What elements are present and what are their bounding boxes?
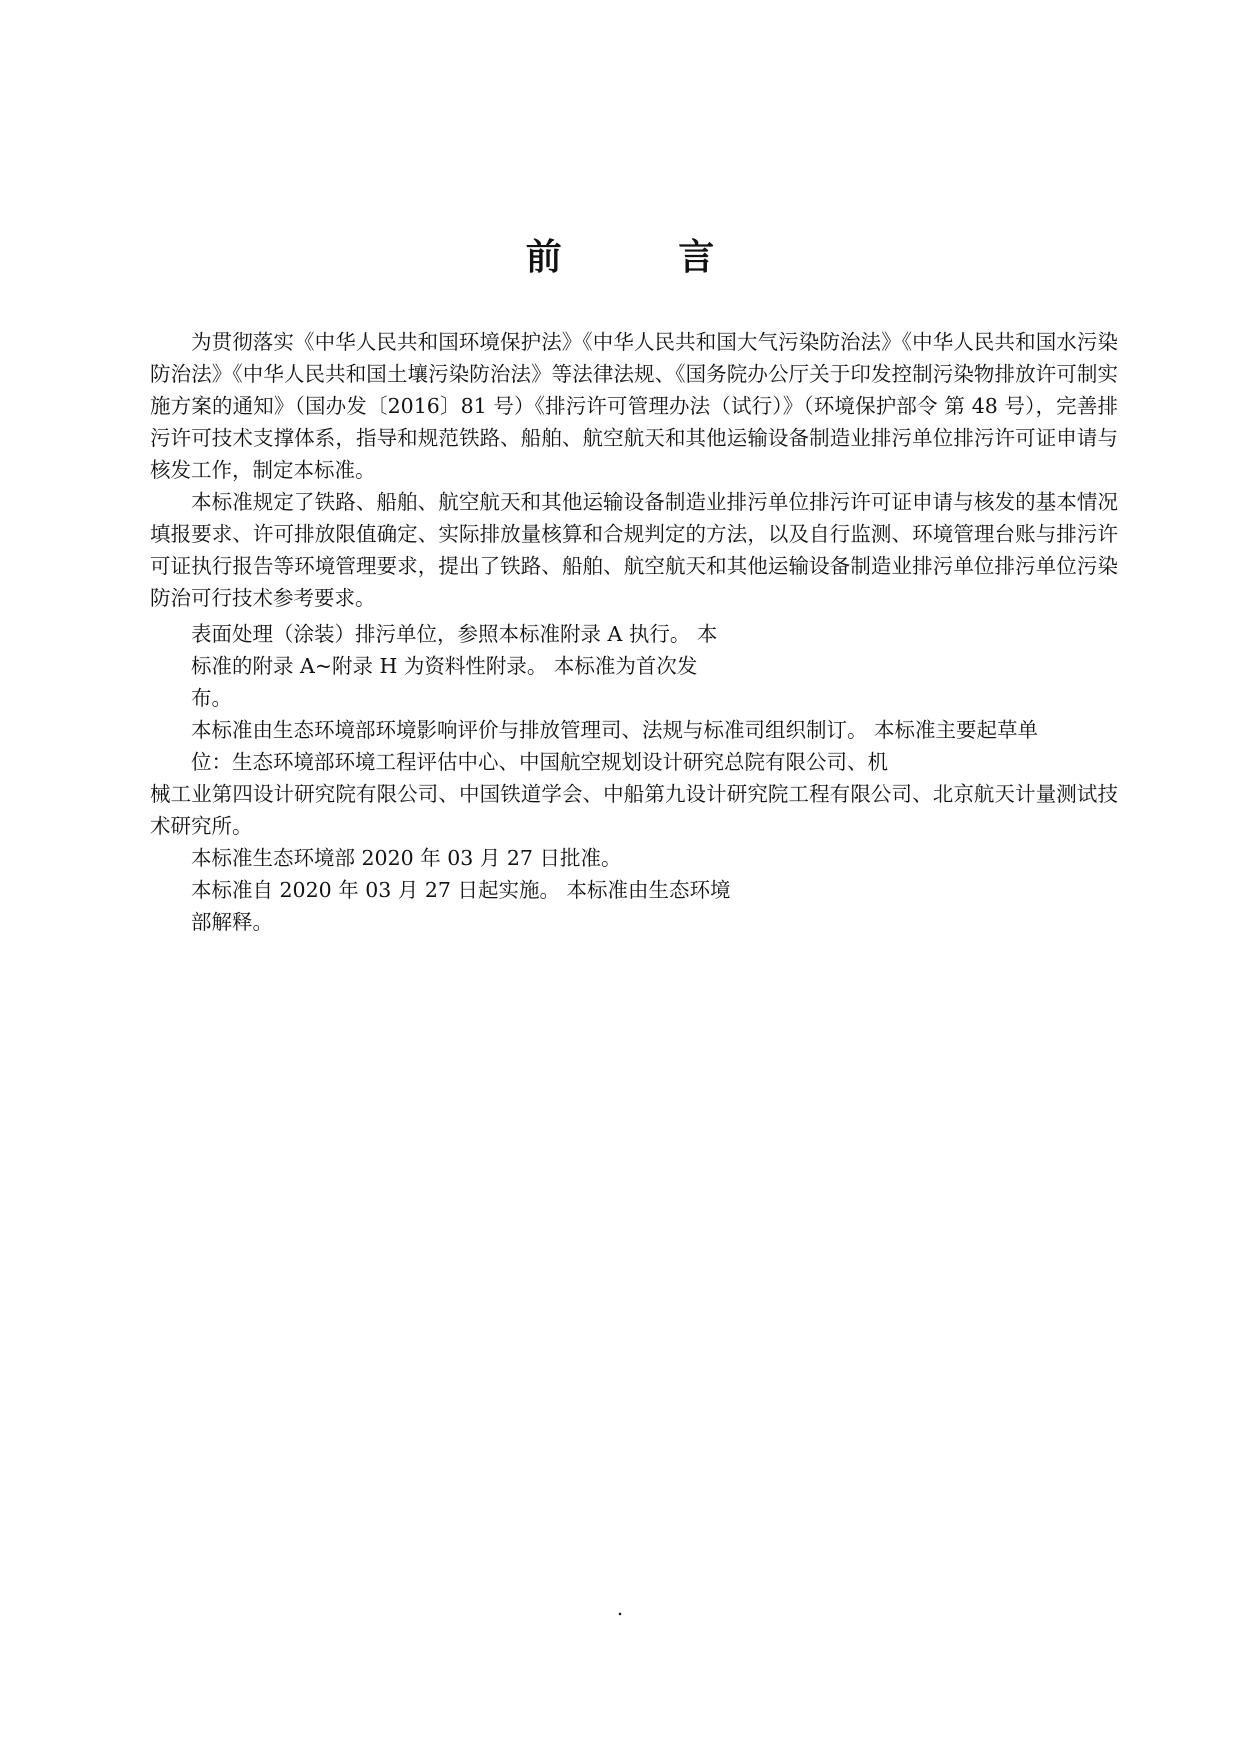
paragraph-drafting-line-3: 械工业第四设计研究院有限公司、中国铁道学会、中船第九设计研究院工程有限公司、北京航天计量测试技术研究所。 xyxy=(150,782,1118,838)
paragraph-drafting-line-2: 位：生态环境部环境工程评估中心、中国航空规划设计研究总院有限公司、机 xyxy=(191,750,888,774)
paragraph-effective-line-2: 部解释。 xyxy=(191,910,273,934)
document-body xyxy=(150,326,1118,938)
paragraph-appendix-line-2: 标准的附录 A~附录 H 为资料性附录。 本标准为首次发 xyxy=(191,654,698,678)
paragraph-approval: 本标准生态环境部 2020 年 03 月 27 日批准。 xyxy=(191,846,622,870)
paragraph-scope: 本标准规定了铁路、船舶、航空航天和其他运输设备制造业排污单位排污许可证申请与核发的基本情况填报要求、许可排放限值确定、实际排放量核算和合规判定的方法，以及自行监测、环境管理台账与排污许可证执行报告等环境管理要求，提出了铁路、船舶、航空航天和其他运输设备制造业排污单位排污单位污染防治可行技术参考要求。 xyxy=(150,490,1118,610)
paragraph-purpose: 为贯彻落实《中华人民共和国环境保护法》《中华人民共和国大气污染防治法》《中华人民共和国水污染防治法》《中华人民共和国土壤污染防治法》等法律法规、《国务院办公厅关于印发控制污染物排放许可制实施方案的通知》（国办发〔2016〕81 号）《排污许可管理办法（试行）》（环境保护部令 第 48 号），完善排污许可技术支撑体系，指导和规范铁路、船舶、航空航天和其他运输设备制造业排污单位排污许可证申请与核发工作，制定本标准。 xyxy=(150,330,1118,482)
paragraph-effective-line-1: 本标准自 2020 年 03 月 27 日起实施。 本标准由生态环境 xyxy=(191,878,731,902)
paragraph-appendix-line-1: 表面处理（涂装）排污单位，参照本标准附录 A 执行。 本 xyxy=(191,622,718,646)
page-title: 前 言 xyxy=(525,237,767,278)
paragraph-appendix-line-3: 布。 xyxy=(191,686,232,710)
paragraph-drafting-line-1: 本标准由生态环境部环境影响评价与排放管理司、法规与标准司组织制订。 本标准主要起草单 xyxy=(191,718,1039,742)
page-footer-mark: . xyxy=(616,1596,624,1620)
